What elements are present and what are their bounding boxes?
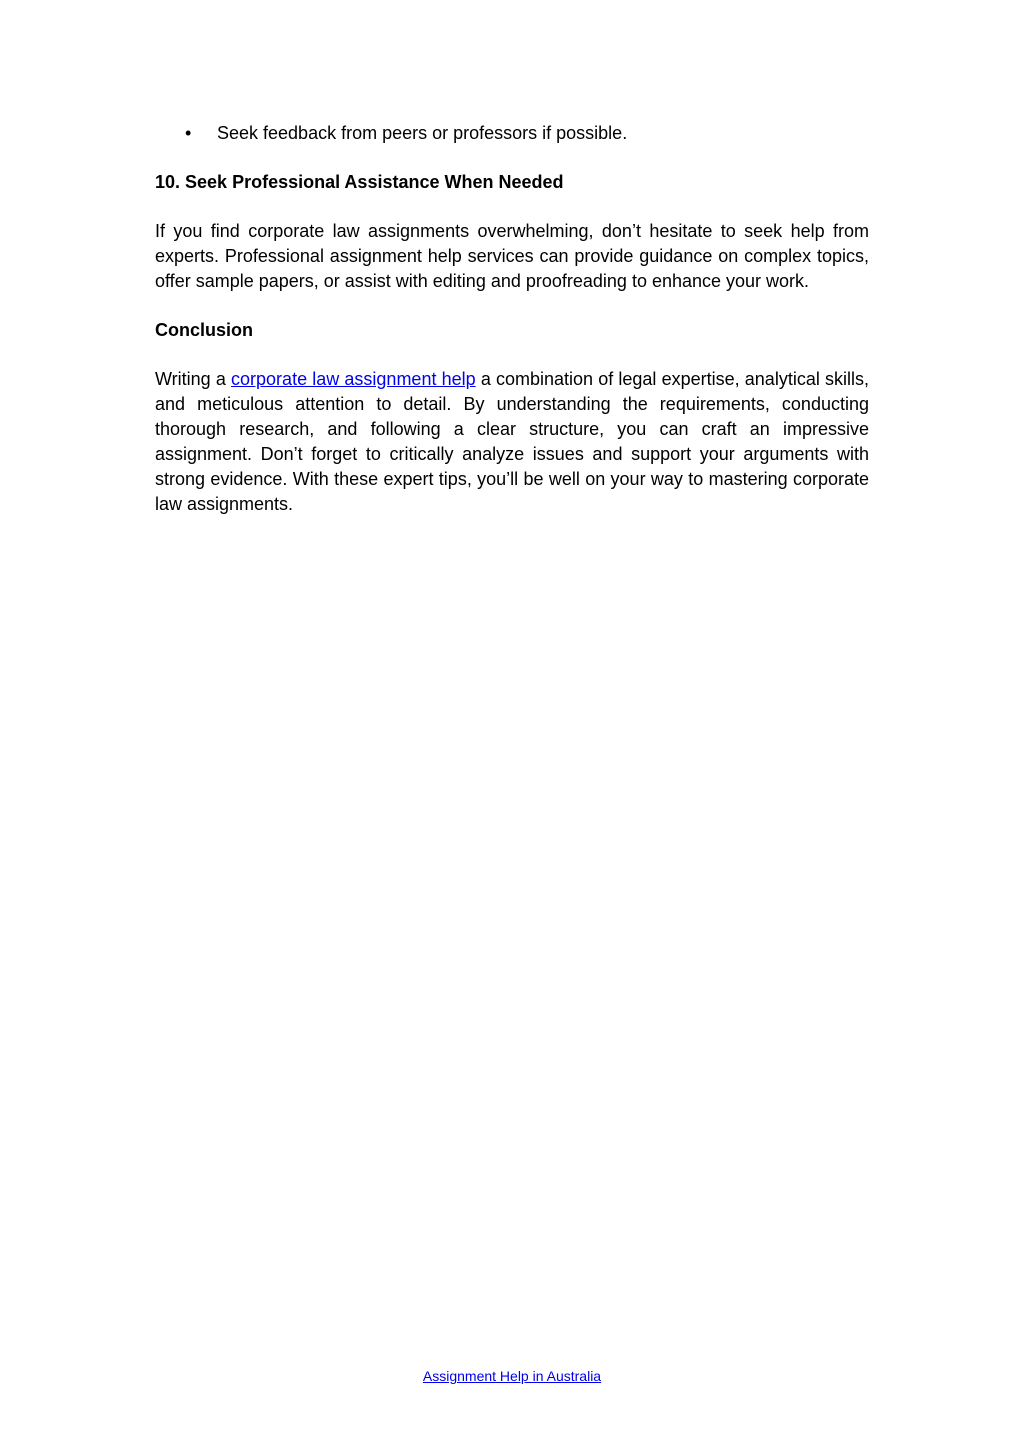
document-page (155, 121, 869, 517)
section-heading: 10. Seek Professional Assistance When Needed (155, 172, 564, 192)
bullet-list (155, 121, 869, 146)
bullet-marker: • (185, 123, 192, 143)
bullet-text: Seek feedback from peers or professors if possible. (217, 123, 628, 143)
list-item (155, 121, 869, 146)
section-paragraph: If you find corporate law assignments overwhelming, don’t hesitate to seek help from experts. Professional assignment help services can provide guidance on complex topics, offer sample papers, or assist with editing and proofreading to enhance your work. (155, 221, 869, 291)
page-footer (0, 1367, 1024, 1385)
footer-link[interactable]: Assignment Help in Australia (422, 1368, 602, 1384)
conclusion-paragraph (155, 367, 869, 517)
conclusion-text-after-link: a combination of legal expertise, analytical skills, and meticulous attention to detail. By understanding the requirements, conducting thorough research, and following a clear structure, you can craft an impressive assignment. Don’t forget to critically analyze issues and support your arguments with strong evidence. With these expert tips, you’ll be well on your way to mastering corporate law assignments. (155, 369, 869, 514)
conclusion-text-before-link: Writing a (155, 369, 232, 389)
conclusion-heading: Conclusion (155, 320, 253, 340)
corporate-law-assignment-help-link[interactable]: corporate law assignment help (231, 369, 476, 389)
